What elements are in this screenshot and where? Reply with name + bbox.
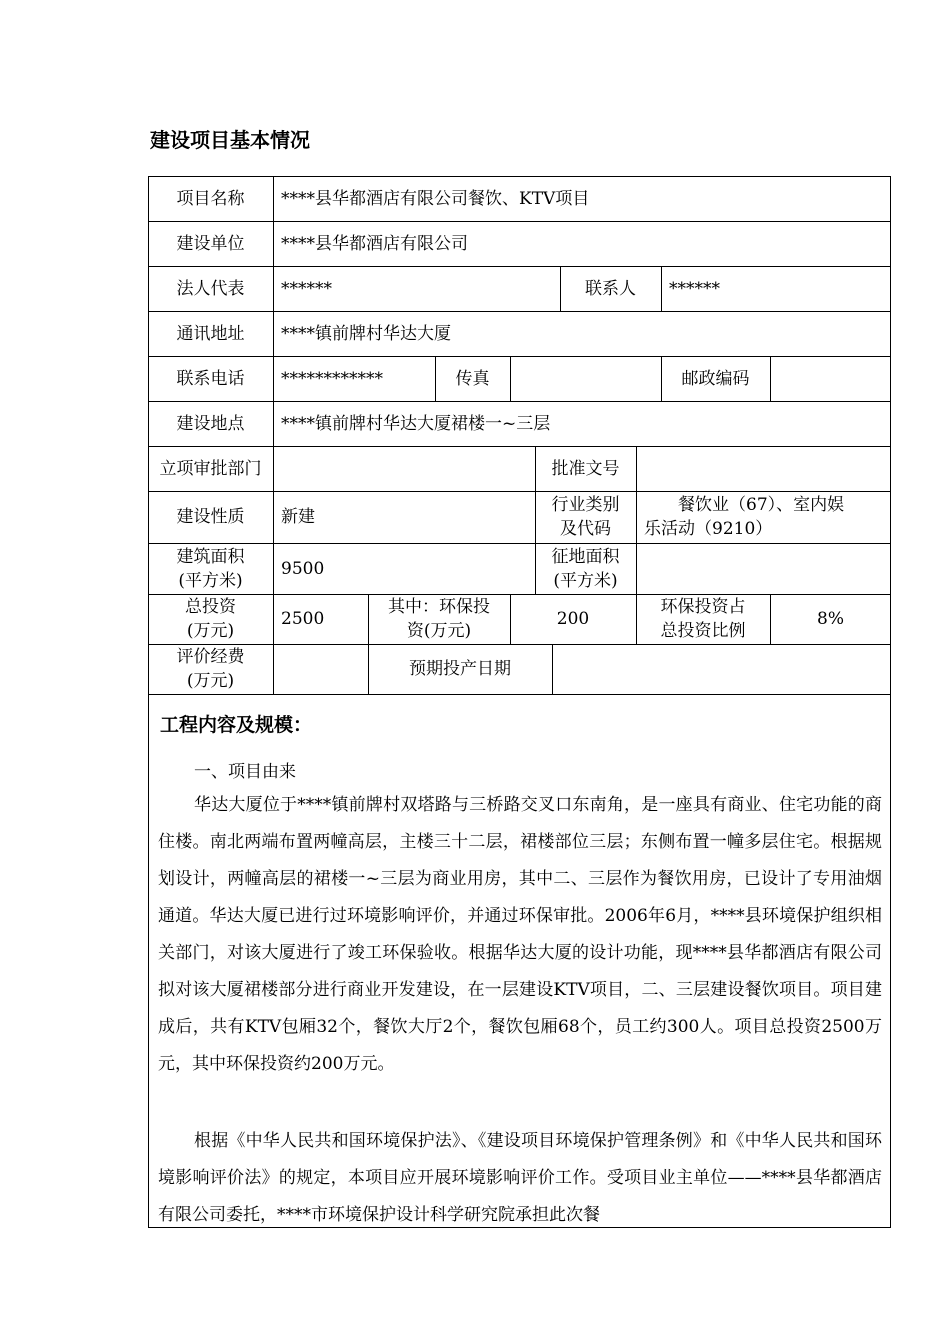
paragraph: 华达大厦位于****镇前牌村双塔路与三桥路交叉口东南角，是一座具有商业、住宅功能的商住楼。南北两端布置两幢高层，主楼三十二层，裙楼部位三层；东侧布置一幢多层住宅。根据规划设计，两幢高层的裙楼一~三层为商业用房，其中二、三层作为餐饮用房，已设计了专用油烟通道。华达大厦已进行过环境影响评价，并通过环保审批。2006年6月，****县环境保护组织相关部门，对该大厦进行了竣工环保验收。根据华达大厦的设计功能，现****县华都酒店有限公司拟对该大厦裙楼部分进行商业开发建设，在一层建设KTV项目，二、三层建设餐饮项目。项目建成后，共有KTV包厢32个，餐饮大厅2个，餐饮包厢68个，员工约300人。项目总投资2500万元，其中环保投资约200万元。 (158, 795, 882, 1074)
address-label: 通讯地址 (176, 323, 245, 344)
postcode-value (770, 356, 891, 401)
industry-label-line: 及代码 (560, 519, 611, 539)
fax-value (510, 356, 661, 401)
ratio-label-line: 环保投资占 (660, 597, 746, 617)
land-label (535, 543, 636, 594)
approval-dept-value (273, 446, 535, 491)
ratio-value: 8% (817, 609, 844, 629)
invest-label-line: (万元) (186, 621, 235, 641)
paragraph: 根据《中华人民共和国环境保护法》、《建设项目环境保护管理条例》和《中华人民共和国环境影响评价法》的规定，本项目应开展环境影响评价工作。受项目业主单位——****县华都酒店有限公司委托，****市环境保护设计科学研究院承担此次餐 (158, 1131, 882, 1225)
invest-label (148, 594, 273, 644)
page-title: 建设项目基本情况 (150, 128, 310, 152)
fee-label-line: 评价经费 (176, 647, 245, 667)
land-label-line: (平方米) (553, 570, 618, 591)
ratio-label-line: 总投资比例 (660, 621, 746, 641)
contact-value: ****** (669, 278, 720, 299)
phone-label: 联系电话 (176, 368, 245, 389)
postcode-label: 邮政编码 (681, 368, 750, 389)
site-label: 建设地点 (176, 413, 245, 434)
project-name-label: 项目名称 (176, 188, 245, 209)
nature-label: 建设性质 (176, 507, 245, 527)
row-divider (148, 694, 891, 695)
project-name-value: ****县华都酒店有限公司餐饮、KTV项目 (281, 188, 590, 209)
industry-value (636, 491, 891, 543)
contact-label: 联系人 (585, 278, 636, 299)
industry-label-line: 行业类别 (551, 495, 620, 515)
industry-value-line: 乐活动（9210） (644, 519, 773, 539)
section-heading: 工程内容及规模： (160, 714, 313, 736)
area-label-line: (平方米) (178, 570, 243, 591)
site-value: ****镇前牌村华达大厦裙楼一~三层 (281, 413, 551, 434)
date-value (552, 644, 891, 694)
date-label: 预期投产日期 (409, 659, 511, 679)
phone-value: ************ (281, 368, 383, 389)
invest-value: 2500 (281, 609, 325, 629)
approval-no-label: 批准文号 (551, 458, 620, 479)
approval-dept-label: 立项审批部门 (159, 458, 262, 479)
address-value: ****镇前牌村华达大厦 (281, 323, 451, 344)
env-invest-value: 200 (556, 609, 590, 629)
nature-value: 新建 (281, 507, 315, 527)
legal-rep-value: ****** (281, 278, 332, 299)
land-label-line: 征地面积 (551, 546, 620, 567)
fax-label: 传真 (455, 368, 490, 389)
fee-label-line: (万元) (186, 671, 235, 691)
area-label (148, 543, 273, 594)
fee-label (148, 644, 273, 694)
land-value (636, 543, 891, 594)
builder-value: ****县华都酒店有限公司 (281, 233, 468, 254)
invest-label-line: 总投资 (185, 597, 236, 617)
env-invest-label (368, 594, 510, 644)
area-label-line: 建筑面积 (176, 546, 245, 567)
env-invest-label-line: 其中：环保投 (388, 597, 490, 617)
legal-rep-label: 法人代表 (176, 278, 245, 299)
subheading: 一、项目由来 (194, 762, 296, 782)
ratio-label (636, 594, 770, 644)
builder-label: 建设单位 (176, 233, 245, 254)
fee-value (273, 644, 368, 694)
approval-no-value (636, 446, 891, 491)
industry-label (535, 491, 636, 543)
area-value: 9500 (281, 558, 325, 579)
env-invest-label-line: 资(万元) (406, 621, 472, 641)
industry-value-line: 餐饮业（67）、室内娱 (678, 495, 845, 515)
